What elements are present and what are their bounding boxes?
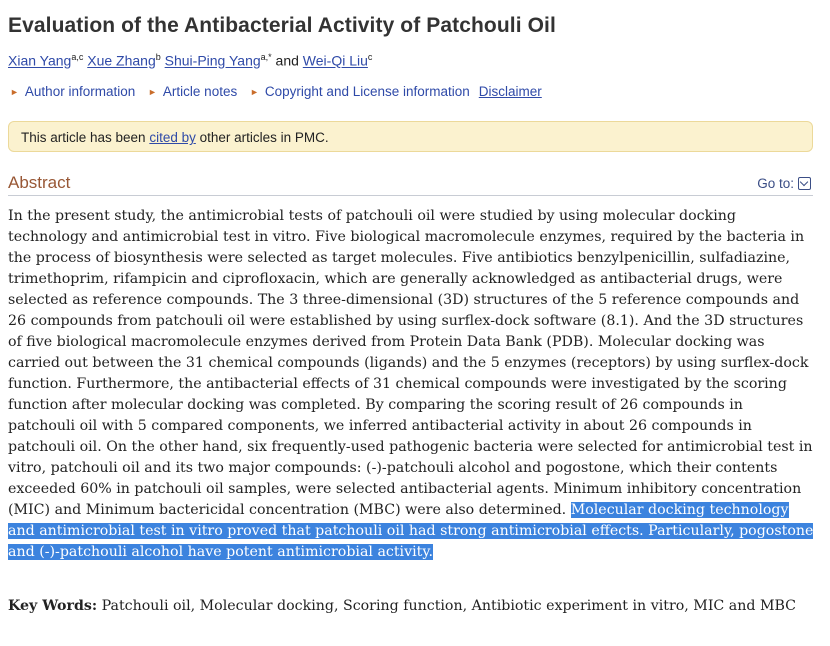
expand-triangle-icon: ► xyxy=(10,87,19,97)
author-information-toggle[interactable]: ► Author information xyxy=(10,84,136,99)
author-affiliation-sup: a,* xyxy=(260,52,272,62)
article-notes-toggle[interactable]: ► Article notes xyxy=(148,84,238,99)
abstract-header xyxy=(8,171,813,196)
article-meta-links xyxy=(10,84,542,99)
author-link[interactable]: Xue Zhang xyxy=(87,52,156,69)
author-link[interactable]: Wei-Qi Liu xyxy=(302,52,368,69)
author-link[interactable]: Xian Yang xyxy=(8,52,72,69)
abstract-heading: Abstract xyxy=(8,173,71,192)
expand-triangle-icon: ► xyxy=(249,87,259,97)
keywords xyxy=(8,596,814,617)
disclaimer-link[interactable]: Disclaimer xyxy=(478,84,542,99)
abstract-text xyxy=(8,206,814,563)
author-list: Xian Yang$^{a,c}$ Xue Zhang$^b$ Shui-Ping Yang$^{a,*}$ and Wei-Qi Liu$^c$ xyxy=(8,52,373,69)
keywords-label: Key Words: xyxy=(8,598,98,614)
cited-by-notice: This article has been cited by other articles in PMC. xyxy=(8,121,813,152)
chevron-down-icon[interactable] xyxy=(798,177,811,190)
expand-triangle-icon: ► xyxy=(148,87,157,97)
author-affiliation-sup: c xyxy=(367,52,373,62)
highlighted-selection: Molecular docking technology and antimicrobial test in vitro proved that patchouli oil had strong antimicrobial effects. Particularly, pogostone and (-)-patchouli alcohol have potent antimicrobial activity. xyxy=(8,502,814,560)
author-link[interactable]: Shui-Ping Yang xyxy=(164,52,261,69)
goto-menu[interactable]: Go to: xyxy=(757,175,811,191)
keywords-text: Patchouli oil, Molecular docking, Scoring function, Antibiotic experiment in vitro, MIC and MBC xyxy=(97,598,797,614)
author-affiliation-sup: b xyxy=(155,52,161,62)
author-affiliation-sup: a,c xyxy=(71,52,84,62)
copyright-info-toggle[interactable]: ► Copyright and License information xyxy=(249,84,470,99)
article-title: Evaluation of the Antibacterial Activity of Patchouli Oil xyxy=(8,14,556,37)
abstract-paragraph: In the present study, the antimicrobial tests of patchouli oil were studied by using molecular docking technology and antimicrobial test in vitro. Five biological macromolecule enzymes, required by the bacteria in the process of biosynthesis were selected as target molecules. Five antibiotics benzylpenicillin, sulfadiazine, trimethoprim, rifampicin and ciprofloxacin, which are generally acknowledged as antibacterial drugs, were selected as reference compounds. The 3 three-dimensional (3D) structures of the 5 reference compounds and 26 compounds from patchouli oil were established by using surflex-dock software (8.1). And the 3D structures of five biological macromolecule enzymes derived from Protein Data Bank (PDB). Molecular docking was carried out between the 31 chemical compounds (ligands) and the 5 enzymes (receptors) by using surflex-dock function. Furthermore, the antibacterial effects of 31 chemical compounds were investigated by the scoring function after molecular docking was completed. By comparing the scoring result of 26 compounds in patchouli oil with 5 compared components, we inferred antibacterial activity in about 26 compounds in patchouli oil. On the other hand, six frequently-used pathogenic bacteria were selected for antimicrobial test in vitro, patchouli oil and its two major compounds: (-)-patchouli alcohol and pogostone, which their contents exceeded 60% in patchouli oil samples, were selected antibacterial agents. Minimum inhibitory concentration (MIC) and Minimum bactericidal concentration (MBC) were also determined. xyxy=(8,208,813,518)
cited-by-link[interactable]: cited by xyxy=(149,130,196,145)
